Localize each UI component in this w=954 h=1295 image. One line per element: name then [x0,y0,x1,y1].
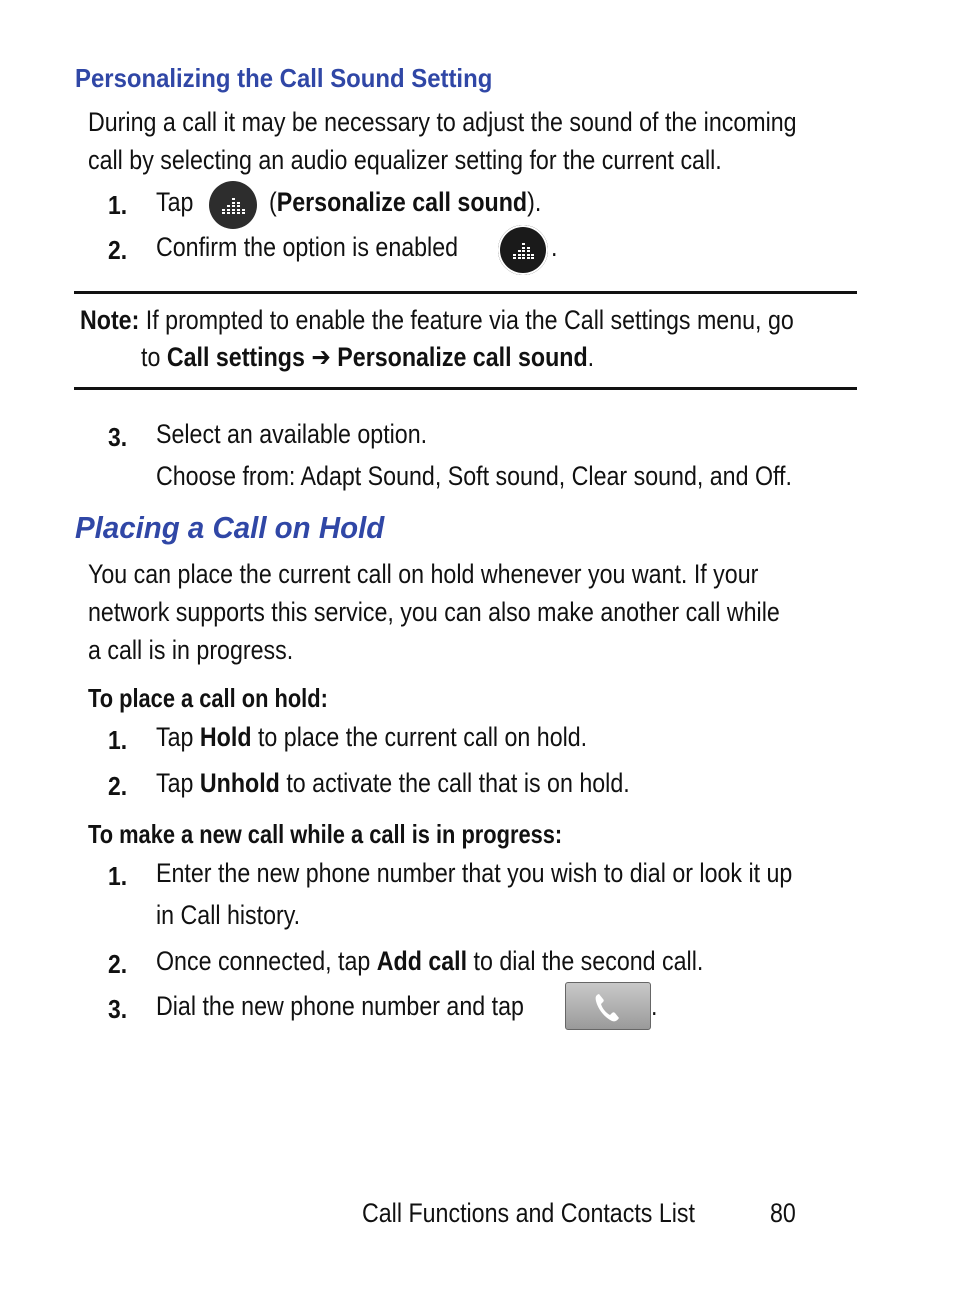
step-text-tail: . [651,991,658,1021]
note-line-2: to Call settings ➔ Personalize call sound. [141,342,595,372]
intro-line-2: call by selecting an audio equalizer setting for the current call. [88,145,722,175]
step-subtext: Choose from: Adapt Sound, Soft sound, Clear sound, and Off. [156,461,792,491]
equalizer-icon [209,181,257,229]
intro-line-3: a call is in progress. [88,635,294,665]
subheading-place-hold: To place a call on hold: [88,683,328,713]
step-number: 3. [108,994,128,1024]
note-bottom-rule [74,387,857,390]
step-number: 3. [108,422,128,452]
step-text: Confirm the option is enabled [156,232,459,262]
step-number: 1. [108,725,128,755]
footer-title: Call Functions and Contacts List [362,1198,695,1228]
intro-line-1: During a call it may be necessary to adjust the sound of the incoming [88,107,797,137]
step-number: 1. [108,190,128,220]
step-text-line-2: in Call history. [156,900,301,930]
step-number: 2. [108,771,128,801]
step-number: 1. [108,861,128,891]
step-number: 2. [108,235,128,265]
step-text: Once connected, tap Add call to dial the second call. [156,946,704,976]
step-text: Tap Hold to place the current call on hold. [156,722,588,752]
equalizer-enabled-icon [498,225,548,275]
step-text: Dial the new phone number and tap [156,991,524,1021]
note-top-rule [74,291,857,294]
note-line-1: Note: If prompted to enable the feature via the Call settings menu, go [80,305,794,335]
intro-line-2: network supports this service, you can also make another call while [88,597,780,627]
phone-call-icon [565,982,651,1030]
step-text: Tap Unhold to activate the call that is on hold. [156,768,630,798]
note-label: Note: [80,305,140,335]
step-number: 2. [108,949,128,979]
step-text: Tap [156,187,194,217]
subheading-new-call: To make a new call while a call is in progress: [88,819,563,849]
intro-line-1: You can place the current call on hold whenever you want. If your [88,559,759,589]
section-heading-call-hold: Placing a Call on Hold [75,510,385,545]
step-text-tail: . [551,232,558,262]
section-heading-call-sound: Personalizing the Call Sound Setting [75,63,493,93]
page-number: 80 [770,1198,796,1228]
step-text-line-1: Enter the new phone number that you wish to dial or look it up [156,858,793,888]
step-text: Select an available option. [156,419,428,449]
step-text-personalize: (Personalize call sound). [269,187,542,217]
